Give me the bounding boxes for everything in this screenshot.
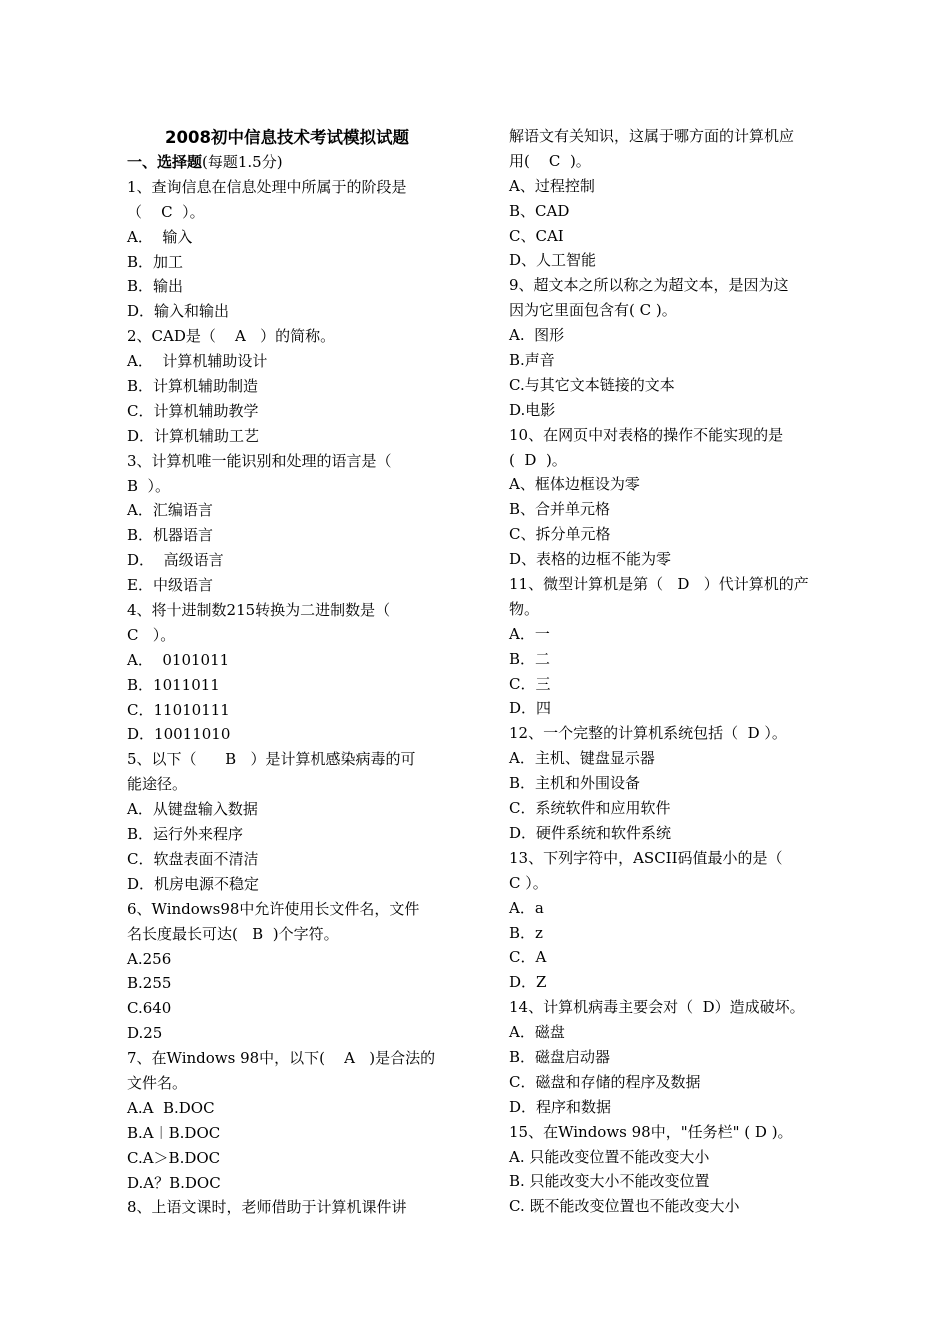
question-text-line: 5、以下（ B ）是计算机感染病毒的可 [127, 750, 416, 769]
question-text-line: 3、计算机唯一能识别和处理的语言是（ [127, 451, 392, 470]
question-text-line: B、合并单元格 [509, 500, 611, 519]
question-text-line: 4、将十进制数215转换为二进制数是（ [127, 601, 391, 620]
question-text-line: A．a [509, 898, 544, 917]
question-text-line: D．10011010 [127, 725, 231, 744]
question-text-line: C．计算机辅助教学 [127, 401, 259, 420]
question-text-line: A．汇编语言 [127, 501, 213, 520]
question-text-line: B. 只能改变大小不能改变位置 [509, 1172, 710, 1191]
left-question-lines [127, 175, 447, 1220]
question-text-line: 15、在Windows 98中，"任务栏" ( D )。 [509, 1122, 793, 1141]
question-text-line: 9、超文本之所以称之为超文本，是因为这 [509, 276, 789, 295]
question-text-line: C. 既不能改变位置也不能改变大小 [509, 1197, 740, 1216]
question-text-line: B．主机和外围设备 [509, 774, 641, 793]
right-question-lines [509, 124, 831, 1219]
question-text-line: C、拆分单元格 [509, 525, 611, 544]
question-text-line: A. 图形 [509, 326, 565, 345]
question-text-line: D． 高级语言 [127, 551, 224, 570]
question-text-line: D.25 [127, 1024, 163, 1043]
question-text-line: D．硬件系统和软件系统 [509, 823, 672, 842]
question-text-line: C．A [509, 948, 547, 967]
question-text-line: C．磁盘和存储的程序及数据 [509, 1072, 701, 1091]
question-text-line: E．中级语言 [127, 576, 213, 595]
question-text-line: 2、CAD是（ A ）的简称。 [127, 327, 336, 346]
question-text-line: A．从键盘输入数据 [127, 800, 258, 819]
question-text-line: C ）。 [127, 625, 176, 644]
question-text-line: 名长度最长可达( B )个字符。 [127, 924, 339, 943]
question-text-line: B ）。 [127, 476, 171, 495]
left-column [127, 124, 447, 1220]
question-text-line: C．三 [509, 674, 551, 693]
question-text-line: 物。 [509, 599, 540, 618]
document-title: 2008初中信息技术考试模拟试题 [165, 128, 409, 147]
question-text-line: B．运行外来程序 [127, 825, 244, 844]
question-text-line: B.255 [127, 974, 172, 993]
question-text-line: D．计算机辅助工艺 [127, 426, 260, 445]
question-text-line: C.640 [127, 999, 172, 1018]
question-text-line: A．磁盘 [509, 1023, 565, 1042]
question-text-line: B．加工 [127, 252, 184, 271]
question-text-line: 12、一个完整的计算机系统包括（ D ）。 [509, 724, 787, 743]
question-text-line: B．磁盘启动器 [509, 1047, 611, 1066]
question-text-line: 14、计算机病毒主要会对（ D）造成破坏。 [509, 998, 805, 1017]
question-text-line: 11、微型计算机是第（ D ）代计算机的产 [509, 575, 809, 594]
question-text-line: 能途径。 [127, 775, 188, 794]
question-text-line: A、过程控制 [509, 176, 595, 195]
question-text-line: D．四 [509, 699, 552, 718]
question-text-line: 1、查询信息在信息处理中所属于的阶段是 [127, 177, 407, 196]
question-text-line: A.A B.DOC [127, 1098, 215, 1117]
question-text-line: B．输出 [127, 277, 184, 296]
question-text-line: B．1011011 [127, 675, 220, 694]
question-text-line: A．主机、键盘显示器 [509, 749, 655, 768]
question-text-line: D．程序和数据 [509, 1097, 612, 1116]
question-text-line: D、表格的边框不能为零 [509, 550, 672, 569]
question-text-line: （ C ）。 [127, 202, 205, 221]
question-text-line: C.与其它文本链接的文本 [509, 375, 675, 394]
question-text-line: 6、Windows98中允许使用长文件名，文件 [127, 899, 420, 918]
section-heading [127, 150, 447, 175]
question-text-line: 13、下列字符中，ASCII码值最小的是（ [509, 848, 783, 867]
section-title: 一、选择题 [127, 153, 203, 171]
question-text-line: A． 0101011 [127, 650, 230, 669]
question-text-line: B、CAD [509, 201, 570, 220]
question-text-line: C、CAI [509, 226, 564, 245]
question-text-line: C．11010111 [127, 700, 230, 719]
question-text-line: A． 输入 [127, 227, 193, 246]
question-text-line: A．一 [509, 624, 550, 643]
question-text-line: D.电影 [509, 400, 556, 419]
question-text-line: B．z [509, 923, 543, 942]
question-text-line: 文件名。 [127, 1073, 188, 1092]
question-text-line: D．Z [509, 973, 547, 992]
question-text-line: D．机房电源不稳定 [127, 874, 260, 893]
question-text-line: C．软盘表面不清洁 [127, 849, 259, 868]
question-text-line: A、框体边框设为零 [509, 475, 640, 494]
question-text-line: C.A＞B.DOC [127, 1148, 221, 1167]
question-text-line: 8、上语文课时，老师借助于计算机课件讲 [127, 1198, 407, 1217]
question-text-line: 7、在Windows 98中，以下( A )是合法的 [127, 1049, 436, 1068]
question-text-line: B．二 [509, 649, 551, 668]
question-text-line: ( D )。 [509, 450, 567, 469]
question-text-line: A.256 [127, 949, 172, 968]
question-text-line: 因为它里面包含有( C )。 [509, 301, 677, 320]
question-text-line: 用( C )。 [509, 151, 591, 170]
question-text-line: B．计算机辅助制造 [127, 377, 259, 396]
question-text-line: B.A︱B.DOC [127, 1123, 221, 1142]
section-score-note: (每题1.5分) [202, 153, 283, 171]
question-text-line: 10、在网页中对表格的操作不能实现的是 [509, 425, 784, 444]
right-column [509, 124, 831, 1219]
question-text-line: A． 计算机辅助设计 [127, 352, 268, 371]
question-text-line: D．输入和输出 [127, 302, 230, 321]
question-text-line: A. 只能改变位置不能改变大小 [509, 1147, 710, 1166]
question-text-line: B．机器语言 [127, 526, 214, 545]
question-text-line: B.声音 [509, 351, 555, 370]
question-text-line: C ）。 [509, 873, 548, 892]
question-text-line: D、人工智能 [509, 251, 597, 270]
question-text-line: C．系统软件和应用软件 [509, 799, 671, 818]
question-text-line: D.A？B.DOC [127, 1173, 221, 1192]
question-text-line: 解语文有关知识，这属于哪方面的计算机应 [509, 127, 795, 145]
